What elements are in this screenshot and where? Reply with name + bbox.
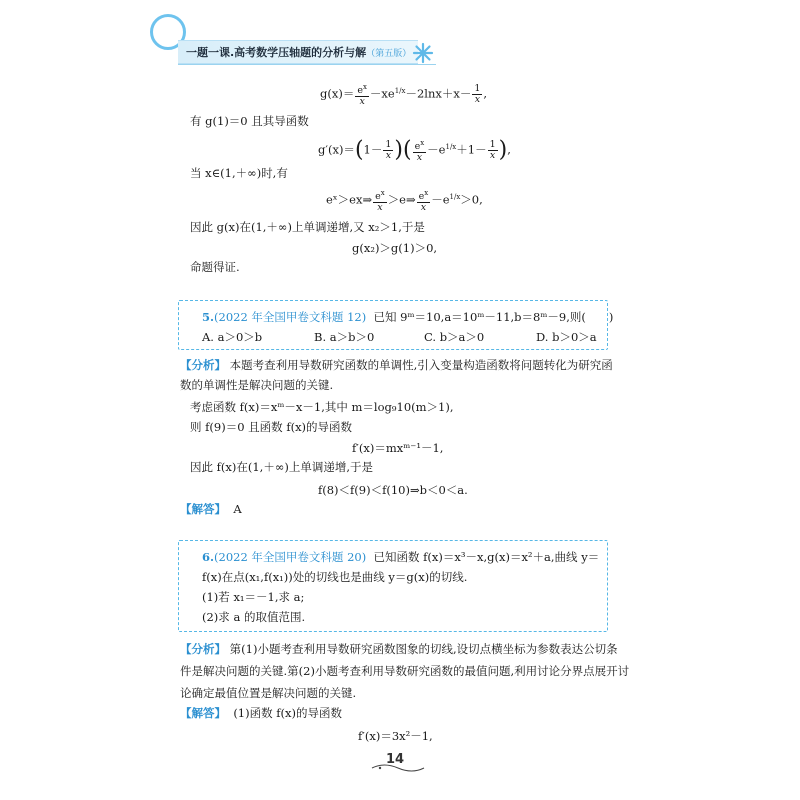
header-rule [178, 64, 436, 65]
fraction: $\frac{e^x}{x}$ [375, 189, 385, 214]
fraction: $\frac{1}{x}$ [385, 139, 392, 162]
answer-5 [180, 502, 242, 516]
running-header [186, 44, 411, 60]
question-6-part1: (1)若 x₁＝－1,求 a; [202, 590, 305, 604]
analysis-5-formula2: f(8)＜f(9)＜f(10)⇒b＜0＜a. [318, 483, 468, 497]
g-formula-mid: －xe [369, 86, 395, 101]
header-title: 一题一课.高考数学压轴题的分析与解 [186, 46, 367, 59]
g1-text: 有 g(1)＝0 且其导函数 [190, 114, 309, 128]
answer-6-text: (1)函数 f(x)的导函数 [233, 706, 342, 720]
fraction: $\frac{e^x}{x}$ [418, 189, 429, 214]
answer-6-formula: f′(x)＝3x²－1, [358, 729, 433, 743]
analysis-5-formula: f′(x)＝mxᵐ⁻¹－1, [352, 441, 444, 455]
question-5-text: 已知 9ᵐ＝10,a＝10ᵐ－11,b＝8ᵐ－9,则( ) [373, 310, 614, 324]
when-text: 当 x∈(1,＋∞)时,有 [190, 166, 288, 180]
fraction: $\frac{e^x}{x}$ [357, 83, 367, 108]
question-6-text1: 已知函数 f(x)＝x³－x,g(x)＝x²＋a,曲线 y＝ [373, 550, 600, 564]
g-formula: g(x)＝ $\frac{e^x}{x}$ $-xe^{1/x}-2\ln x+x-$ $\frac{1}{x}$ , [320, 83, 488, 108]
analysis-6-line3: 论确定最值位置是解决问题的关键. [180, 686, 357, 700]
analysis-tag: 【分析】 [180, 642, 226, 656]
fraction: $\frac{1}{x}$ [474, 83, 481, 106]
monotone-text: 因此 g(x)在(1,＋∞)上单调递增,又 x₂＞1,于是 [190, 220, 425, 234]
ineq-end: ＞0, [460, 192, 483, 207]
question-5-option-b: B. a＞b＞0 [314, 330, 375, 344]
page-number: 14 [386, 752, 405, 767]
header-star-icon [412, 42, 434, 64]
g-formula-tail: －2lnx＋x－ [405, 86, 472, 101]
analysis-6-line1 [180, 642, 618, 656]
ineq-mid: ＞e⇒ [387, 192, 416, 207]
g-x2-formula: g(x₂)＞g(1)＞0, [352, 241, 438, 255]
question-6-stem1 [202, 550, 599, 564]
ineq-start: eˣ＞ex⇒ [326, 192, 373, 207]
answer-6-line [180, 706, 342, 720]
question-6-stem2: f(x)在点(x₁,f(x₁))处的切线也是曲线 y＝g(x)的切线. [202, 570, 468, 584]
gprime-formula: g′(x)＝(1－ $\frac{1}{x}$ )( $\frac{e^x}{x}$ $-e^{1/x}+1-$ $\frac{1}{x}$ ), [318, 137, 511, 164]
analysis-5-line5: 因此 f(x)在(1,＋∞)上单调递增,于是 [190, 460, 374, 474]
question-5-number: 5. [202, 310, 215, 324]
question-6-number: 6. [202, 550, 215, 564]
analysis-5-line4: 则 f(9)＝0 且函数 f(x)的导函数 [190, 420, 353, 434]
analysis-tag: 【分析】 [180, 358, 226, 372]
answer-tag: 【解答】 [180, 502, 226, 516]
analysis-5-line1 [180, 358, 613, 372]
header-edition: （第五版） [366, 49, 412, 59]
analysis-5-line3: 考虑函数 f(x)＝xᵐ－x－1,其中 m＝log₉10(m＞1), [190, 400, 454, 414]
page-number-ornament-icon [370, 762, 426, 774]
analysis-6-line2: 件是解决问题的关键.第(2)小题考查利用导数研究函数的最值问题,利用讨论分界点展开讨 [180, 664, 630, 678]
question-5-option-d: D. b＞0＞a [536, 330, 597, 344]
ineq-tail: －e [431, 192, 450, 207]
analysis-6-text1: 第(1)小题考查利用导数研究函数图象的切线,设切点横坐标为参数表达公切条 [229, 642, 618, 656]
g-formula-lhs: g(x)＝ [320, 86, 355, 101]
fraction: $\frac{1}{x}$ [489, 139, 496, 162]
question-6-source: (2022 年全国甲卷文科题 20) [214, 550, 367, 564]
gprime-lhs: g′(x)＝ [318, 142, 355, 157]
question-5-source: (2022 年全国甲卷文科题 12) [214, 310, 367, 324]
analysis-5-line2: 数的单调性是解决问题的关键. [180, 378, 334, 392]
answer-5-value: A [233, 502, 242, 516]
fraction: $\frac{e^x}{x}$ [414, 139, 425, 164]
proved-text: 命题得证. [190, 260, 240, 274]
question-5-option-c: C. b＞a＞0 [424, 330, 485, 344]
question-6-part2: (2)求 a 的取值范围. [202, 610, 306, 624]
analysis-5-text1: 本题考查利用导数研究函数的单调性,引入变量构造函数将问题转化为研究函 [229, 358, 613, 372]
answer-tag: 【解答】 [180, 706, 226, 720]
question-5-stem [202, 310, 613, 324]
inequality-chain: eˣ＞ex⇒ $\frac{e^x}{x}$ ＞e⇒ $\frac{e^x}{x}$ $-e^{1/x}>0$, [326, 189, 483, 214]
question-5-option-a: A. a＞0＞b [202, 330, 263, 344]
